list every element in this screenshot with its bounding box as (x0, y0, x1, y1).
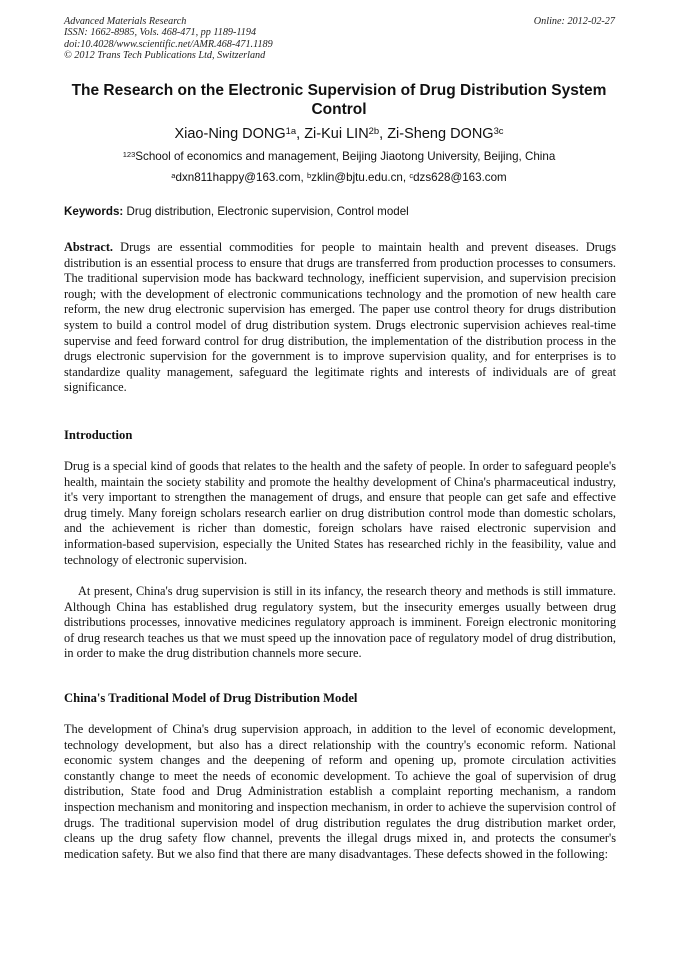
introduction-paragraph-1: Drug is a special kind of goods that relates to the health and the safety of people. In order to safeguard people's health, maintain the society stability and promote the healthy development of China's pharmaceutical industry, it's very important to strengthen the management of drugs, and ensure that people can get safe and effective drug timely. Many foreign scholars research earlier on drug distribution control mode than domestic scholars, and the achievement is richer than domestic, foreign scholars have raised electronic supervision and information-based supervision, especially the United States has researched richly in the feasibility, value and technology of electronic supervision. (64, 459, 616, 567)
doi-line: doi:10.4028/www.scientific.net/AMR.468-471.1189 (64, 38, 273, 50)
author-separator: , (296, 126, 305, 142)
author-superscript: 3c (493, 124, 504, 136)
email-separator: , (402, 171, 410, 184)
abstract-label: Abstract. (64, 240, 114, 254)
author-name: Zi-Kui LIN (304, 126, 369, 142)
email-list (54, 171, 624, 185)
author-superscript: 1a (285, 124, 297, 136)
email-superscript: c (409, 170, 414, 180)
affiliation (54, 150, 624, 164)
abstract-text: Drugs are essential commodities for people to maintain health and prevent diseases. Drugs distribution is an essential process to ensure that drugs are transferred from production processes to consumers. The traditional supervision mode has backward technology, inefficient supervision, and supervision precision rough; with the development of electronic communications technology and the promotion of new health care reform, the new drug electronic supervision has emerged. The paper use control theory for drugs distribution system to build a control model of drug distribution system. Drugs electronic supervision achieves real-time supervise and feed forward control for drug distribution, the implementation of the distribution process in the drugs electronic supervision for the government is to improve supervision quality, and for enterprises is to standardize quality management, safeguard the legitimate rights and interests of individuals are of great significance. (64, 240, 616, 395)
copyright-line: © 2012 Trans Tech Publications Ltd, Switzerland (64, 49, 266, 61)
email-link[interactable]: dzs628@163.com (413, 171, 507, 184)
author-separator: , (379, 126, 388, 142)
section-heading-traditional-model: China's Traditional Model of Drug Distribution Model (64, 691, 358, 705)
author-superscript: 2b (368, 124, 380, 136)
affiliation-superscript: 123 (122, 149, 136, 159)
email-superscript: b (306, 170, 312, 180)
email-link[interactable]: dxn811happy@163.com (175, 171, 301, 184)
keywords-label: Keywords: (64, 205, 124, 218)
abstract (64, 240, 616, 396)
introduction-paragraph-2: At present, China's drug supervision is still in its infancy, the research theory and methods is still immature. Although China has established drug regulatory system, but the insecurity emerges usually between drug distributions processes, innovative medicines regulatory approach is imminent. Foreign electronic monitoring of drug research teaches us that we must speed up the innovation pace of regulatory model of drug distribution, in order to make the drug distribution channels more secure. (64, 584, 616, 661)
keywords-text: Drug distribution, Electronic supervision, Control model (126, 205, 409, 218)
journal-name: Advanced Materials Research (64, 16, 187, 27)
section-heading-introduction: Introduction (64, 428, 133, 442)
online-date: Online: 2012-02-27 (533, 16, 615, 27)
paper-title: The Research on the Electronic Supervision of Drug Distribution System Control (71, 82, 607, 118)
journal-header (64, 16, 273, 61)
email-separator: , (300, 171, 307, 184)
keywords (64, 205, 616, 219)
author-list (54, 125, 624, 143)
issn-line: ISSN: 1662-8985, Vols. 468-471, pp 1189-1194 (64, 27, 257, 39)
affiliation-text: School of economics and management, Beijing Jiaotong University, Beijing, China (135, 150, 556, 163)
email-link[interactable]: zklin@bjtu.edu.cn (311, 171, 403, 184)
author-name: Xiao-Ning DONG (174, 126, 286, 142)
traditional-model-paragraph: The development of China's drug supervision approach, in addition to the level of economic development, technology development, but also has a direct relationship with the country's economic reform. National economic system changes and the deepening of reform and opening up, promote circulation activities constantly change to meet the needs of economic development. To achieve the goal of supervision of drug distribution, State food and Drug Administration establish a complaint reporting mechanism, a random inspection mechanism and monitoring and inspection mechanism, in order to achieve the supervision control of drugs. The traditional supervision model of drug distribution regulates the drug distribution market order, cleans up the drug safety flow channel, prevents the illegal drugs mixed in, and protects the consumer's medication safety. But we also find that there are many disadvantages. These defects showed in the following: (64, 722, 616, 861)
author-name: Zi-Sheng DONG (387, 126, 494, 142)
email-superscript: a (171, 170, 176, 180)
